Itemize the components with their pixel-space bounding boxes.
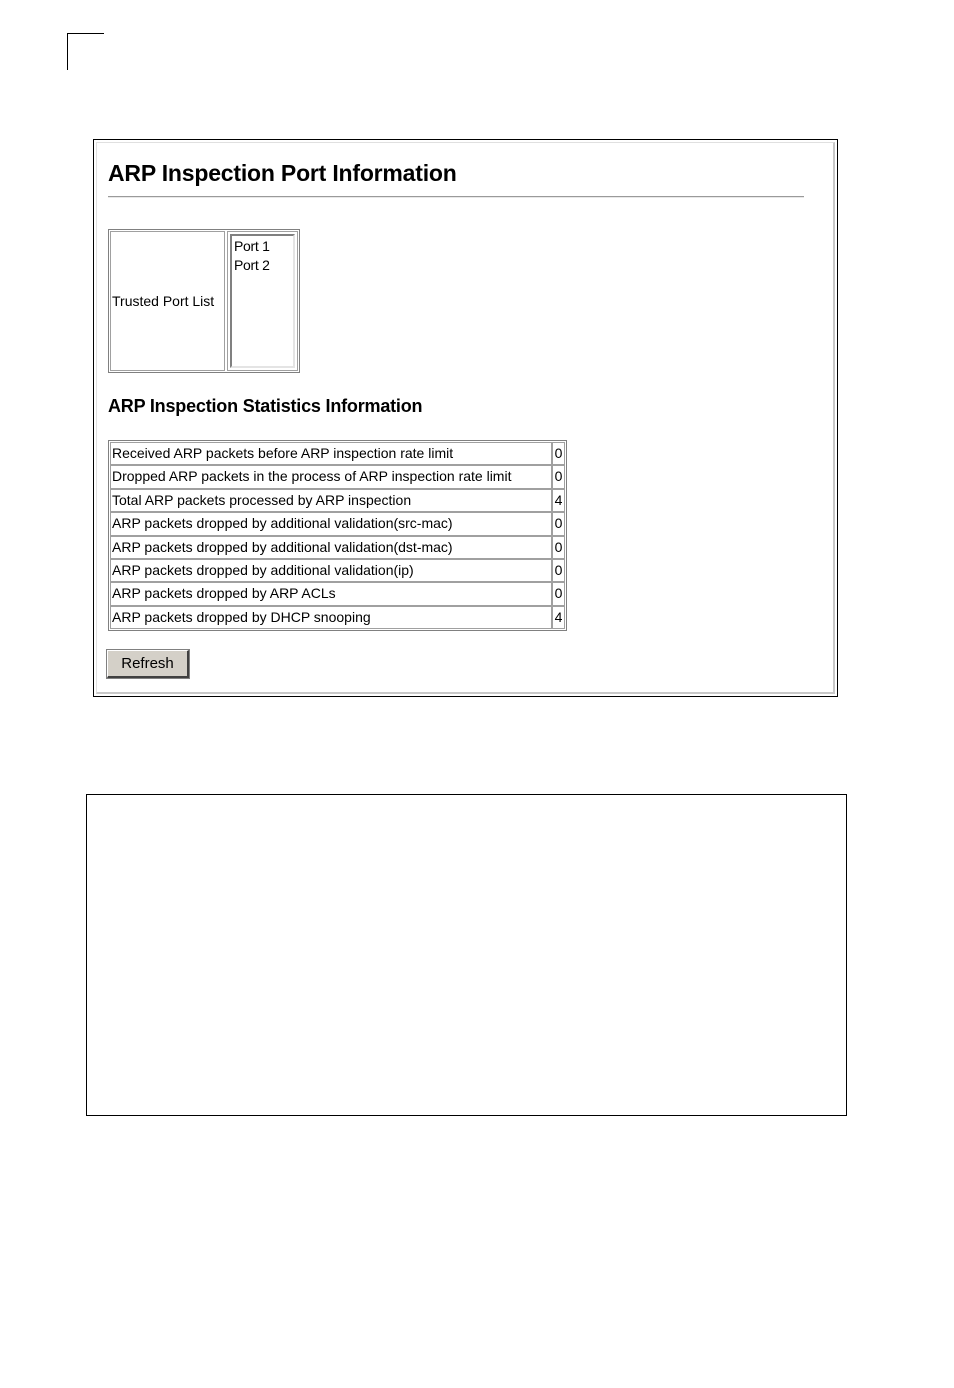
- crop-mark: [67, 33, 104, 70]
- title-divider: [108, 196, 804, 198]
- stat-value: 0: [552, 512, 565, 535]
- table-row: [110, 489, 565, 512]
- stat-value: 0: [552, 536, 565, 559]
- statistics-table: [108, 440, 567, 631]
- stat-label: Dropped ARP packets in the process of ARP inspection rate limit: [110, 465, 552, 488]
- table-row: [110, 536, 565, 559]
- stat-label: ARP packets dropped by additional validation(dst-mac): [110, 536, 552, 559]
- stat-label: ARP packets dropped by additional validation(src-mac): [110, 512, 552, 535]
- table-row: [110, 512, 565, 535]
- table-row: [110, 582, 565, 605]
- text-frame: [86, 794, 847, 1116]
- table-row: [110, 442, 565, 465]
- listbox-item-port-1[interactable]: Port 1: [234, 238, 270, 254]
- stat-label: ARP packets dropped by ARP ACLs: [110, 582, 552, 605]
- stat-value: 4: [552, 606, 565, 629]
- table-row: [110, 559, 565, 582]
- trusted-port-list-cell: [227, 231, 298, 371]
- trusted-port-listbox[interactable]: [230, 234, 295, 368]
- trusted-port-table: [108, 229, 300, 373]
- statistics-heading: ARP Inspection Statistics Information: [108, 396, 423, 416]
- stat-label: ARP packets dropped by additional validation(ip): [110, 559, 552, 582]
- screenshot-panel: [93, 139, 838, 697]
- stat-label: Received ARP packets before ARP inspection rate limit: [110, 442, 552, 465]
- refresh-button[interactable]: Refresh: [107, 650, 189, 678]
- trusted-port-list-label: Trusted Port List: [110, 231, 225, 371]
- stat-value: 4: [552, 489, 565, 512]
- stat-label: Total ARP packets processed by ARP inspection: [110, 489, 552, 512]
- stat-value: 0: [552, 582, 565, 605]
- stat-value: 0: [552, 559, 565, 582]
- page-title: ARP Inspection Port Information: [108, 160, 457, 186]
- table-row: [110, 465, 565, 488]
- stat-value: 0: [552, 442, 565, 465]
- listbox-item-port-2[interactable]: Port 2: [234, 257, 270, 273]
- table-row: [110, 606, 565, 629]
- stat-label: ARP packets dropped by DHCP snooping: [110, 606, 552, 629]
- stat-value: 0: [552, 465, 565, 488]
